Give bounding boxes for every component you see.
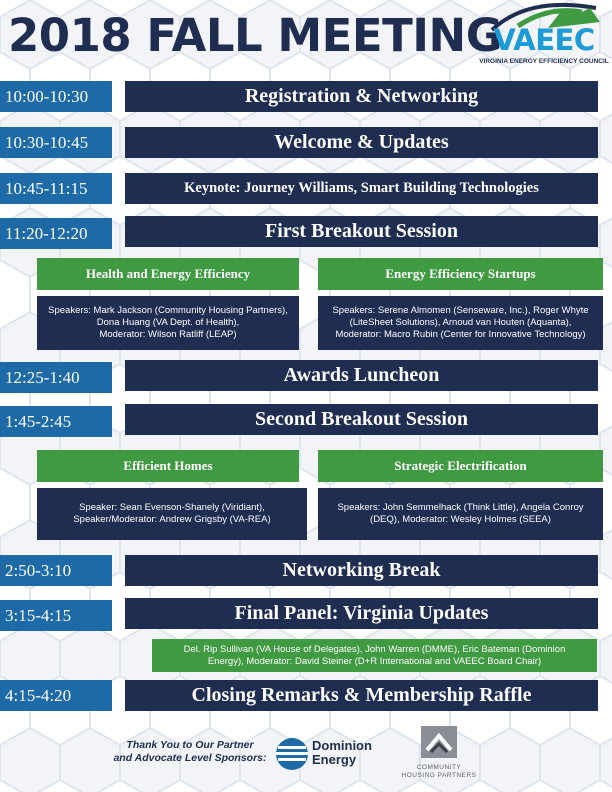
chp-name-line: COMMUNITY	[416, 764, 462, 771]
breakout-speakers	[37, 296, 299, 350]
breakout-speakers	[318, 296, 603, 350]
time-slot: 2:50-3:10	[0, 555, 112, 586]
dominion-name-line: Energy	[312, 752, 357, 767]
time-slot: 11:20-12:20	[0, 218, 112, 249]
time-slot: 3:15-4:15	[0, 600, 112, 631]
speaker-line: Speaker/Moderator: Andrew Grigsby (VA-REA)	[73, 514, 271, 525]
time-slot: 10:30-10:45	[0, 127, 112, 158]
time-slot: 4:15-4:20	[0, 680, 112, 711]
speaker-line: Moderator: Wilson Ratliff (LEAP)	[99, 329, 237, 340]
speaker-line: Del. Rip Sullivan (VA House of Delegates), John Warren (DMME), Eric Bateman (Dominion	[183, 643, 566, 655]
speaker-line: Energy), Moderator: David Steiner (D+R International and VAEEC Board Chair)	[207, 655, 542, 667]
page-title: 2018 FALL MEETING	[8, 9, 503, 62]
time-slot: 10:00-10:30	[0, 81, 112, 112]
time-slot: 12:25-1:40	[0, 362, 112, 393]
vaeec-logo	[478, 2, 610, 70]
dominion-name-line: Dominion	[312, 738, 372, 753]
breakout-title: Energy Efficiency Startups	[318, 258, 603, 290]
session-title: Second Breakout Session	[125, 404, 598, 435]
speaker-line: Moderator: Macro Rubin (Center for Innovative Technology)	[335, 329, 586, 340]
community-housing-partners-logo	[395, 724, 483, 788]
dominion-energy-logo	[275, 734, 385, 774]
chp-name-line: HOUSING PARTNERS	[401, 772, 477, 779]
speaker-line: Speakers: John Semmelhack (Think Little), Angela Conroy	[337, 502, 584, 513]
session-title: Awards Luncheon	[125, 360, 598, 391]
time-slot: 1:45-2:45	[0, 406, 112, 437]
session-title: Final Panel: Virginia Updates	[125, 598, 598, 629]
sponsors-thanks	[110, 739, 270, 765]
speaker-line: Speaker: Sean Evenson-Shanely (Viridiant),	[79, 502, 265, 513]
speaker-line: Speakers: Serene Almomen (Senseware, Inc.), Roger Whyte	[332, 305, 589, 316]
breakout-speakers	[37, 488, 307, 540]
session-title: First Breakout Session	[125, 216, 598, 247]
logo-subtitle: VIRGINIA ENERGY EFFICIENCY COUNCIL	[479, 58, 609, 65]
breakout-title: Health and Energy Efficiency	[37, 258, 299, 290]
session-title: Registration & Networking	[125, 81, 598, 112]
breakout-speakers	[318, 488, 603, 540]
time-slot: 10:45-11:15	[0, 173, 112, 204]
breakout-title: Strategic Electrification	[318, 450, 603, 482]
breakout-title: Efficient Homes	[37, 450, 299, 482]
session-title: Closing Remarks & Membership Raffle	[125, 680, 598, 711]
session-title: Welcome & Updates	[125, 127, 598, 158]
dominion-energy-icon	[275, 734, 309, 774]
speaker-line: (LiteSheet Solutions), Arnoud van Houten (Aquanta),	[349, 317, 572, 328]
chp-house-icon	[419, 724, 459, 760]
session-title: Networking Break	[125, 555, 598, 586]
speaker-line: (DEQ), Moderator: Wesley Holmes (SEEA)	[370, 514, 551, 525]
logo-name: VAEEC	[493, 23, 595, 57]
speaker-line: Dona Huang (VA Dept. of Health),	[96, 317, 240, 328]
thanks-line: Thank You to Our Partner	[126, 739, 254, 751]
panel-speakers	[152, 639, 597, 672]
session-title: Keynote: Journey Williams, Smart Building Technologies	[125, 173, 598, 204]
thanks-line: and Advocate Level Sponsors:	[113, 752, 267, 764]
speaker-line: Speakers: Mark Jackson (Community Housing Partners),	[48, 305, 288, 316]
